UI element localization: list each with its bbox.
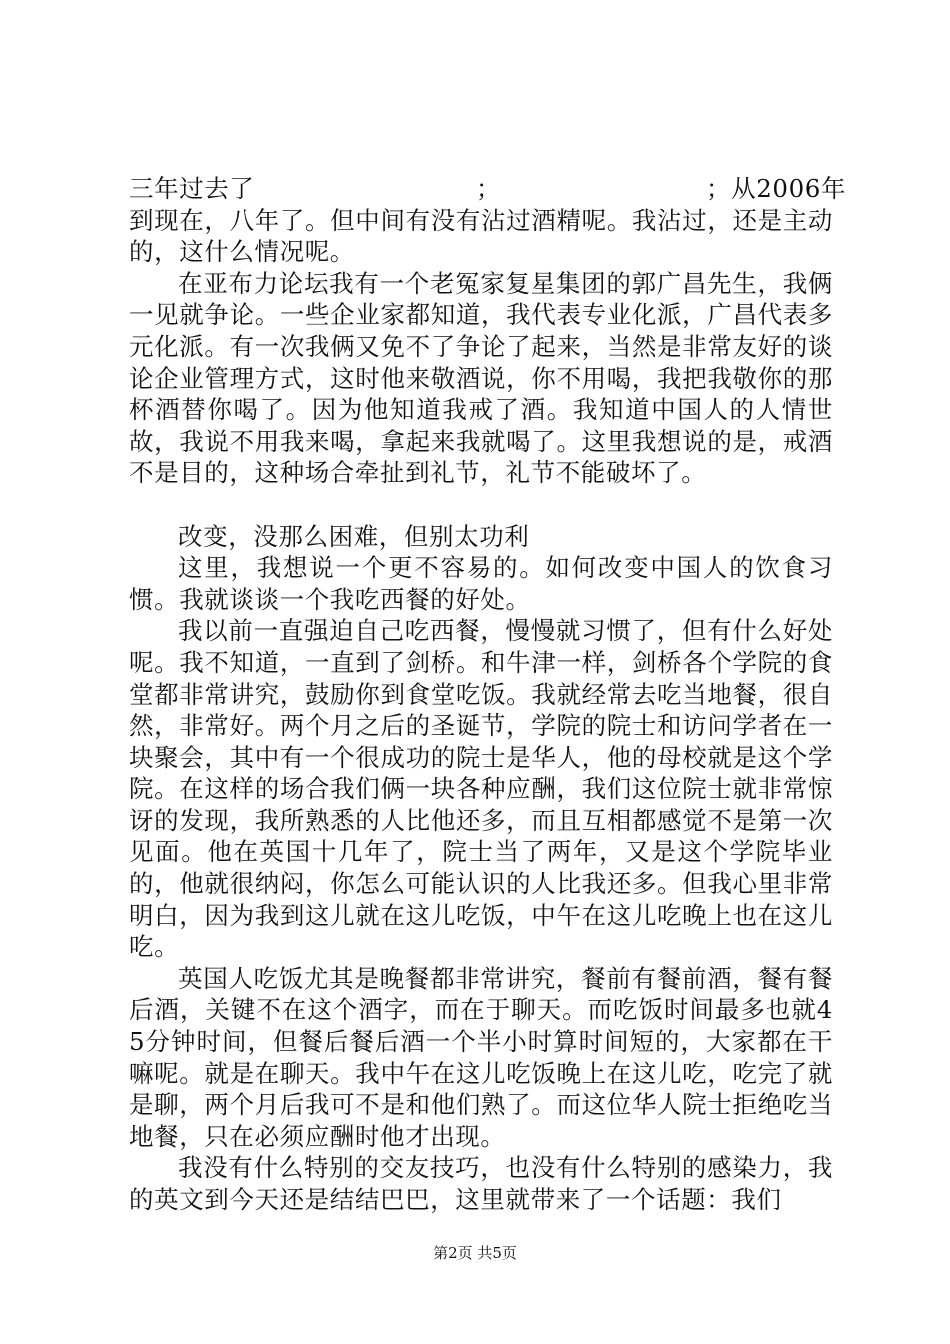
page-footer: 第2页 共5页 [433,1244,517,1262]
section-heading: 改变，没那么困难，但别太功利 [178,521,530,551]
first-line-semicolon: ； [476,174,502,203]
first-line-year-text: ；从2006年 [706,174,847,203]
paragraph-spacer [129,489,833,521]
document-body [129,173,847,1216]
first-line-text: 三年过去了 [129,174,255,203]
paragraph: 我以前一直强迫自己吃西餐，慢慢就习惯了，但有什么好处呢。我不知道，一直到了剑桥。和牛津一样，剑桥各个学院的食堂都非常讲究，鼓励你到食堂吃饭。我就经常去吃当地餐，很自然，非常好。两个月之后的圣诞节，学院的院士和访问学者在一块聚会，其中有一个很成功的院士是华人，他的母校就是这个学院。在这样的场合我们俩一块各种应酬，我们这位院士就非常惊讶的发现，我所熟悉的人比他还多，而且互相都感觉不是第一次见面。他在英国十几年了，院士当了两年，又是这个学院毕业的，他就很纳闷，你怎么可能认识的人比我还多。但我心里非常明白，因为我到这儿就在这儿吃饭，中午在这儿吃晚上也在这儿吃。 [129,616,833,962]
first-line [129,173,847,205]
paragraph: 英国人吃饭尤其是晚餐都非常讲究，餐前有餐前酒，餐有餐后酒，关键不在这个酒字，而在于聊天。而吃饭时间最多也就45分钟时间，但餐后餐后酒一个半小时算时间短的，大家都在干嘛呢。就是在聊天。我中午在这儿吃饭晚上在这儿吃，吃完了就是聊，两个月后我可不是和他们熟了。而这位华人院士拒绝吃当地餐，只在必须应酬时他才出现。 [129,963,833,1151]
paragraph: 我没有什么特别的交友技巧，也没有什么特别的感染力，我的英文到今天还是结结巴巴，这里就带来了一个话题：我们 [129,1153,833,1214]
paragraph-continuation: 到现在，八年了。但中间有没有沾过酒精呢。我沾过，还是主动的，这什么情况呢。 [129,205,833,267]
paragraph: 这里，我想说一个更不容易的。如何改变中国人的饮食习惯。我就谈谈一个我吃西餐的好处。 [129,553,833,614]
paragraph: 在亚布力论坛我有一个老冤家复星集团的郭广昌先生，我俩一见就争论。一些企业家都知道，我代表专业化派，广昌代表多元化派。有一次我俩又免不了争论了起来，当然是非常友好的谈论企业管理方式，这时他来敬酒说，你不用喝，我把我敬你的那杯酒替你喝了。因为他知道我戒了酒。我知道中国人的人情世故，我说不用我来喝，拿起来我就喝了。这里我想说的是，戒酒不是目的，这种场合牵扯到礼节，礼节不能破坏了。 [129,268,833,488]
